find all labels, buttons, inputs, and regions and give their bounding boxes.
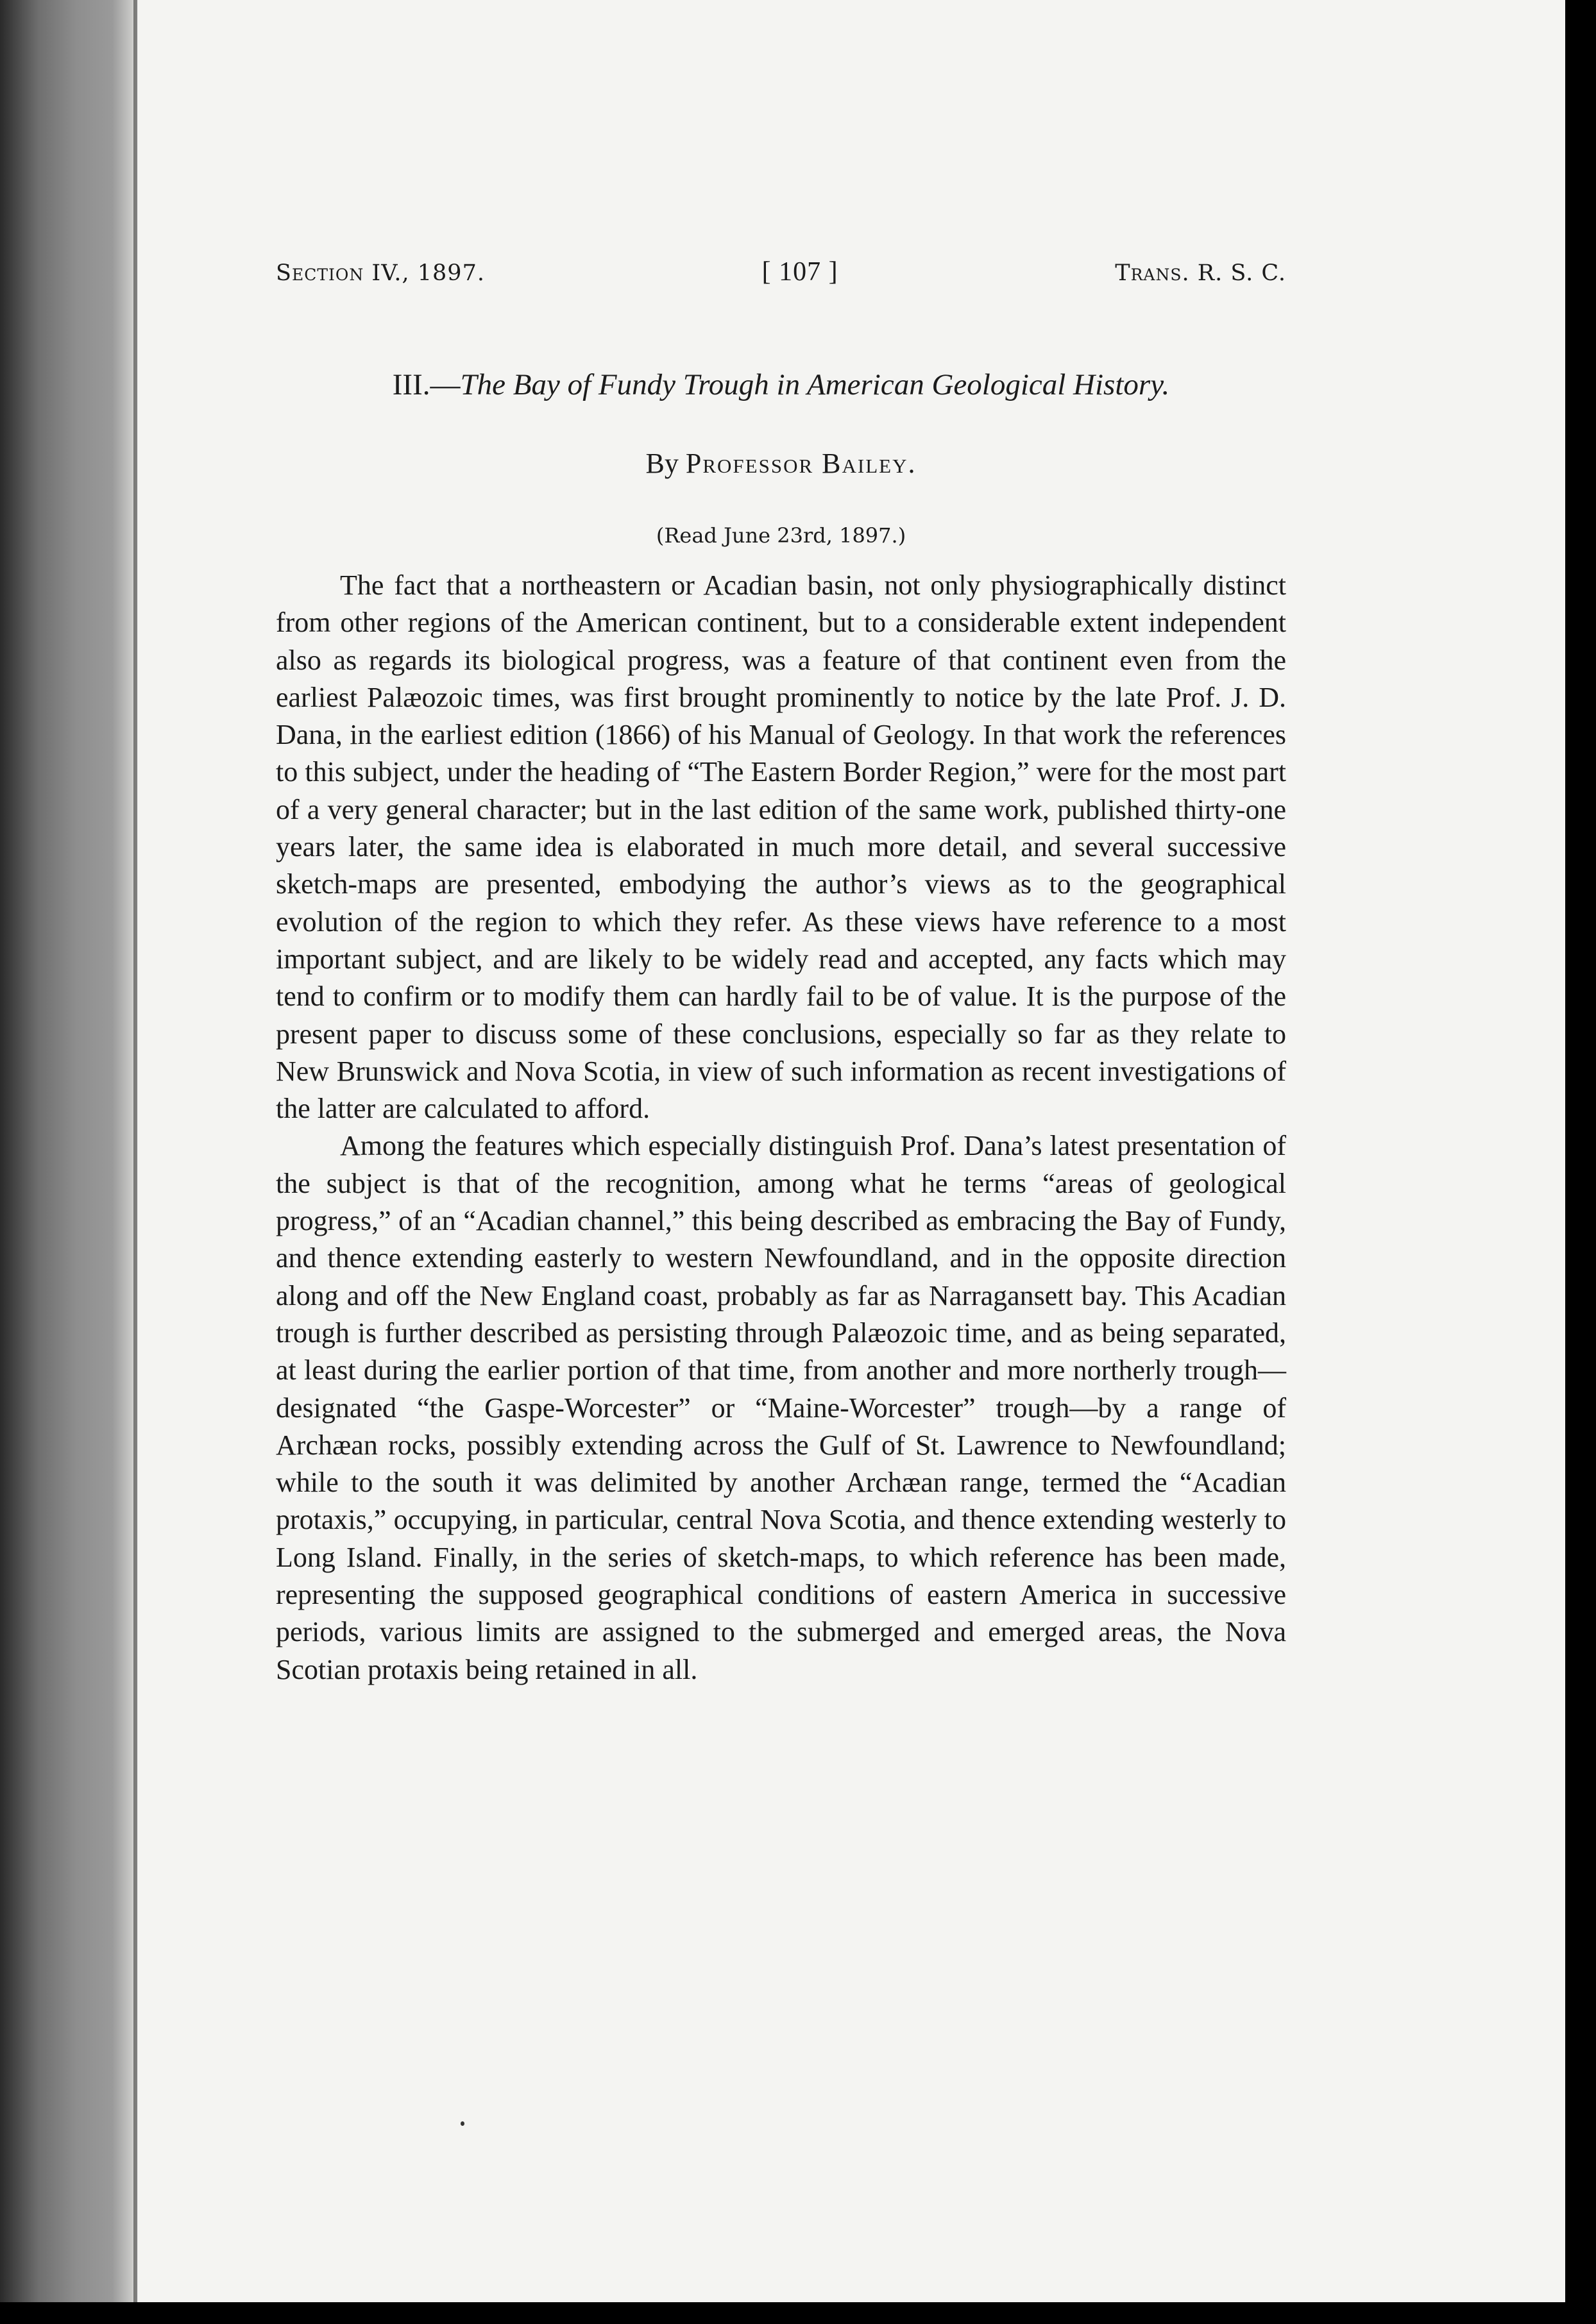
article-title [276, 367, 1286, 402]
page-binding-shadow [0, 0, 138, 2324]
running-head [276, 257, 1286, 287]
page-number: [ 107 ] [761, 257, 838, 287]
page-binding-edge [133, 0, 137, 2324]
section-label: Section IV., 1897. [276, 260, 485, 286]
byline-prefix: By [645, 448, 686, 479]
article-number: III.— [392, 368, 461, 401]
paragraph-1: The fact that a northeastern or Acadian basin, not only physiographically distinct from other regions of the American continent, but to a considerable extent independent also as regards its biological progress, was a feature of that continent even from the earliest Palæozoic times, was first brought prominently to notice by the late Prof. J. D. Dana, in the earliest edition (1866) of his Manual of Geology. In that work the references to this subject, under the heading of “The Eastern Border Region,” were for the most part of a very general character; but in the last edition of the same work, published thirty-one years later, the same idea is elaborated in much more detail, and several successive sketch-maps are presented, embodying the author’s views as to the geographical evolution of the region to which they refer. As these views have reference to a most important subject, and are likely to be widely read and accepted, any facts which may tend to confirm or to modify them can hardly fail to be of value. It is the purpose of the present paper to discuss some of these conclusions, especially so far as they relate to New Brunswick and Nova Scotia, in view of such information as recent investigations of the latter are calculated to afford. [276, 569, 1286, 1125]
page-right-border [1565, 0, 1596, 2324]
paragraph-2: Among the features which especially distinguish Prof. Dana’s latest presentation of the subject is that of the recognition, among what he terms “areas of geological progress,” of an “Acadian channel,” this being described as embracing the Bay of Fundy, and thence extending easterly to western Newfoundland, and in the opposite direction along and off the New England coast, probably as far as Narragansett bay. This Acadian trough is further described as persisting through Palæozoic time, and as being separated, at least during the earlier portion of that time, from another and more northerly trough—designated “the Gaspe-Worcester” or “Maine-Worcester” trough—by a range of Archæan rocks, possibly extending across the Gulf of St. Lawrence to Newfoundland; while to the south it was delimited by another Archæan range, termed the “Acadian protaxis,” occupying, in particular, central Nova Scotia, and thence extending westerly to Long Island. Finally, in the series of sketch-maps, to which reference has been made, representing the supposed geographical conditions of eastern America in successive periods, various limits are assigned to the submerged and emerged areas, the Nova Scotian protaxis being retained in all. [276, 1130, 1286, 1685]
ink-speck [461, 2121, 464, 2126]
byline [276, 447, 1286, 480]
page-bottom-border [0, 2302, 1596, 2324]
journal-label: Trans. R. S. C. [1115, 260, 1286, 286]
author-name: Professor Bailey. [685, 448, 917, 479]
read-date: (Read June 23rd, 1897.) [656, 523, 906, 548]
article-body [276, 567, 1286, 1688]
article-title-text: The Bay of Fundy Trough in American Geological History. [460, 368, 1170, 401]
page-content [276, 257, 1286, 1688]
